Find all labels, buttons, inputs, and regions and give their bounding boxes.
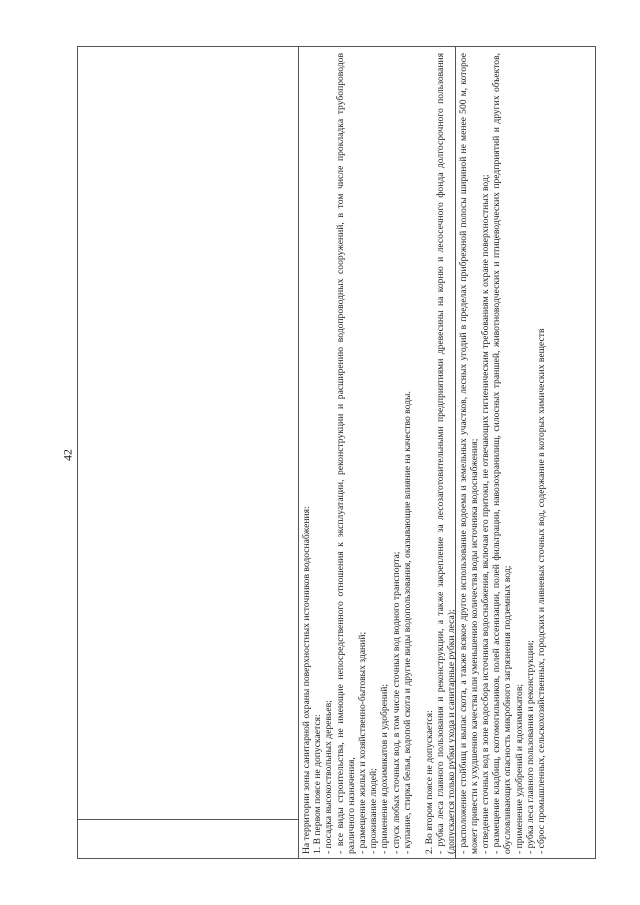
- regulation-table: [77, 46, 596, 859]
- text-paragraph: - рубка леса главного пользования и реконструкции;: [524, 640, 536, 854]
- text-paragraph: - рубка леса главного пользования и реконструкции, а также закрепление за лесозаготовительными предприятиями древесины на корню и лесосечного фонда долгосрочного пользования (допускается только рубки ухода и санитарные рубки леса);: [435, 53, 458, 854]
- text-paragraph: - размещение жилых и хозяйственно-бытовых зданий;: [357, 631, 369, 854]
- page-number: 42: [60, 449, 75, 461]
- text-paragraph: На территории зоны санитарной охраны поверхностных источников водоснабжения:: [301, 506, 312, 854]
- text-paragraph: - размещение кладбищ, скотомогильников, полей ассенизации, полей фильтрации, навозохранилищ, силосных траншей, животноводческих и птицеводческих предприятий и других объектов, обусловливающих опасность микробного загрязнения подземных вод;: [491, 53, 514, 854]
- row-divider: [78, 819, 299, 820]
- text-paragraph: - проживание людей;: [368, 768, 380, 854]
- text-paragraph: - отведение сточных вод в зоне водосбора источника водоснабжения, включая его притоки, не отвечающих гигиеническим требованиям к охране поверхностных вод;: [480, 174, 492, 854]
- first-zone-block: [301, 53, 413, 854]
- regulation-text-cell: [300, 47, 548, 858]
- text-paragraph: 1. В первом поясе не допускается:: [312, 714, 324, 854]
- text-paragraph: - расположение стойбищ и выпас скота, а также всякое другое использование водоема и земельных участков, лесных угодий в пределах прибрежной полосы шириной не менее 500 м, которое может привести к ухудшению качества или уменьшению количества воды источника водоснабжения;: [457, 53, 480, 854]
- text-paragraph: - применение ядохимикатов и удобрений;: [379, 683, 391, 854]
- text-paragraph: - посадка высокоствольных деревьев;: [323, 700, 335, 854]
- regulation-text: [300, 47, 548, 858]
- text-paragraph: - спуск любых сточных вод, в том числе сточных вод водного транспорта;: [390, 551, 402, 854]
- text-paragraph: 2. Во втором поясе не допускается:: [424, 710, 436, 854]
- text-paragraph: - все виды строительства, не имеющие непосредственного отношения к эксплуатации, реконструкции и расширению водопроводных сооружений, в том числе прокладка трубопроводов различного назначения,: [334, 53, 357, 854]
- column-divider: [298, 47, 299, 858]
- text-paragraph: - сброс промышленных, сельскохозяйственных, городских и ливневых сточных вод, содержание в которых химических веществ: [536, 328, 548, 854]
- text-paragraph: - купание, стирка белья, водопой скота и другие виды водопользования, оказывающие влияние на качество воды.: [401, 391, 413, 854]
- text-paragraph: - применение удобрений и ядохимикатов;: [513, 683, 525, 854]
- second-zone-block: [424, 53, 547, 854]
